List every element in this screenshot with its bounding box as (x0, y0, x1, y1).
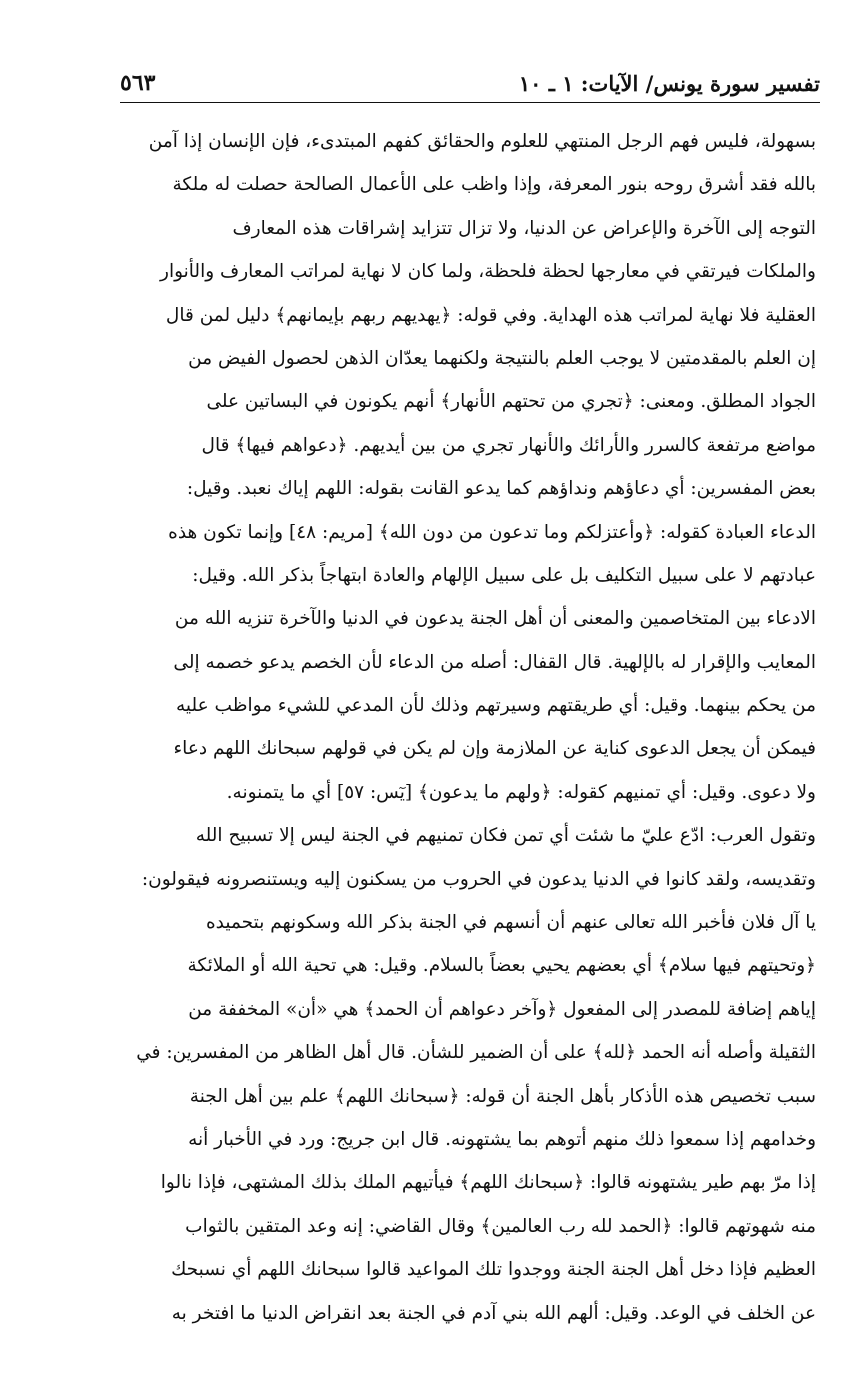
page-number: ٥٦٣ (120, 70, 156, 96)
text-line: الدعاء العبادة كقوله: ﴿وأعتزلكم وما تدعون من دون الله﴾ [مريم: ٤٨] وإنما تكون هذه (168, 521, 816, 543)
text-line: ﴿وتحيتهم فيها سلام﴾ أي بعضهم يحيي بعضاً بالسلام. وقيل: هي تحية الله أو الملائكة (187, 955, 816, 977)
text-line: سبب تخصيص هذه الأذكار بأهل الجنة أن قوله: ﴿سبحانك اللهم﴾ علم بين أهل الجنة (189, 1085, 816, 1107)
text-line: يا آل فلان فأخبر الله تعالى عنهم أن أنسهم في الجنة بذكر الله وسكونهم بتحميده (205, 912, 816, 934)
text-line: ولا دعوى. وقيل: أي تمنيهم كقوله: ﴿ولهم ما يدعون﴾ [يٓس: ٥٧] أي ما يتمنونه. (226, 781, 816, 803)
text-line: والملكات فيرتقي في معارجها لحظة فلحظة، ولما كان لا نهاية لمراتب المعارف والأنوار (160, 261, 816, 283)
text-line: إياهم إضافة للمصدر إلى المفعول ﴿وآخر دعواهم أن الحمد﴾ هي «أن» المخففة من (188, 998, 816, 1020)
text-line: الثقيلة وأصله أنه الحمد ﴿لله﴾ على أن الضمير للشأن. قال أهل الظاهر من المفسرين: في (136, 1042, 816, 1064)
text-line: بعض المفسرين: أي دعاؤهم ونداؤهم كما يدعو القانت بقوله: اللهم إياك نعبد. وقيل: (186, 478, 816, 500)
text-line: عن الخلف في الوعد. وقيل: ألهم الله بني آدم في الجنة بعد انقراض الدنيا ما افتخر به (171, 1302, 816, 1324)
text-line: المعايب والإقرار له بالإلهية. قال القفال: أصله من الدعاء لأن الخصم يدعو خصمه إلى (173, 651, 816, 673)
text-line: التوجه إلى الآخرة والإعراض عن الدنيا، ولا تزال تتزايد إشراقات هذه المعارف (232, 217, 816, 239)
running-header (120, 66, 820, 100)
text-line: وتقول العرب: ادّع عليّ ما شئت أي تمن فكان تمنيهم في الجنة ليس إلا تسبيح الله (195, 825, 816, 847)
text-line: الجواد المطلق. ومعنى: ﴿تجري من تحتهم الأنهار﴾ أنهم يكونون في البساتين على (206, 391, 816, 413)
text-line: الادعاء بين المتخاصمين والمعنى أن أهل الجنة يدعون في الدنيا والآخرة تنزيه الله من (174, 608, 816, 630)
text-line: منه شهوتهم قالوا: ﴿الحمد لله رب العالمين﴾ وقال القاضي: إنه وعد المتقين بالثواب (185, 1215, 816, 1237)
text-line: إذا مرّ بهم طير يشتهونه قالوا: ﴿سبحانك اللهم﴾ فيأتيهم الملك بذلك المشتهى، فإذا نالوا (160, 1172, 816, 1194)
text-line: بسهولة، فليس فهم الرجل المنتهي للعلوم والحقائق كفهم المبتدىء، فإن الإنسان إذا آمن (148, 131, 816, 152)
header-divider (120, 102, 820, 103)
text-line: وتقديسه، ولقد كانوا في الدنيا يدعون في الحروب من يسكنون إليه ويستنصرونه فيقولون: (141, 868, 816, 890)
text-line: بالله فقد أشرق روحه بنور المعرفة، وإذا واظب على الأعمال الصالحة حصلت له ملكة (172, 174, 816, 196)
text-line: العظيم فإذا دخل أهل الجنة الجنة ووجدوا تلك المواعيد قالوا سبحانك اللهم أي نسبحك (171, 1259, 816, 1281)
text-line: إن العلم بالمقدمتين لا يوجب العلم بالنتيجة ولكنهما يعدّان الذهن لحصول الفيض من (188, 347, 816, 369)
text-line: العقلية فلا نهاية لمراتب هذه الهداية. وفي قوله: ﴿يهديهم ربهم بإيمانهم﴾ دليل لمن قال (165, 304, 816, 326)
text-line: من يحكم بينهما. وقيل: أي طريقتهم وسيرتهم وذلك لأن المدعي للشيء مواظب عليه (176, 695, 816, 717)
text-line: عبادتهم لا على سبيل التكليف بل على سبيل الإلهام والعادة ابتهاجاً بذكر الله. وقيل: (192, 564, 816, 586)
header-title: تفسير سورة يونس/ الآيات: ١ ـ ١٠ (518, 71, 820, 96)
text-line: وخدامهم إذا سمعوا ذلك منهم أتوهم بما يشتهونه. قال ابن جريج: ورد في الأخبار أنه (188, 1128, 816, 1150)
text-line: مواضع مرتفعة كالسرر والأرائك والأنهار تجري من بين أيديهم. ﴿دعواهم فيها﴾ قال (201, 434, 816, 456)
text-line: فيمكن أن يجعل الدعوى كناية عن الملازمة وإن لم يكن في قولهم سبحانك اللهم دعاء (173, 738, 816, 760)
body-text (52, 120, 816, 1335)
